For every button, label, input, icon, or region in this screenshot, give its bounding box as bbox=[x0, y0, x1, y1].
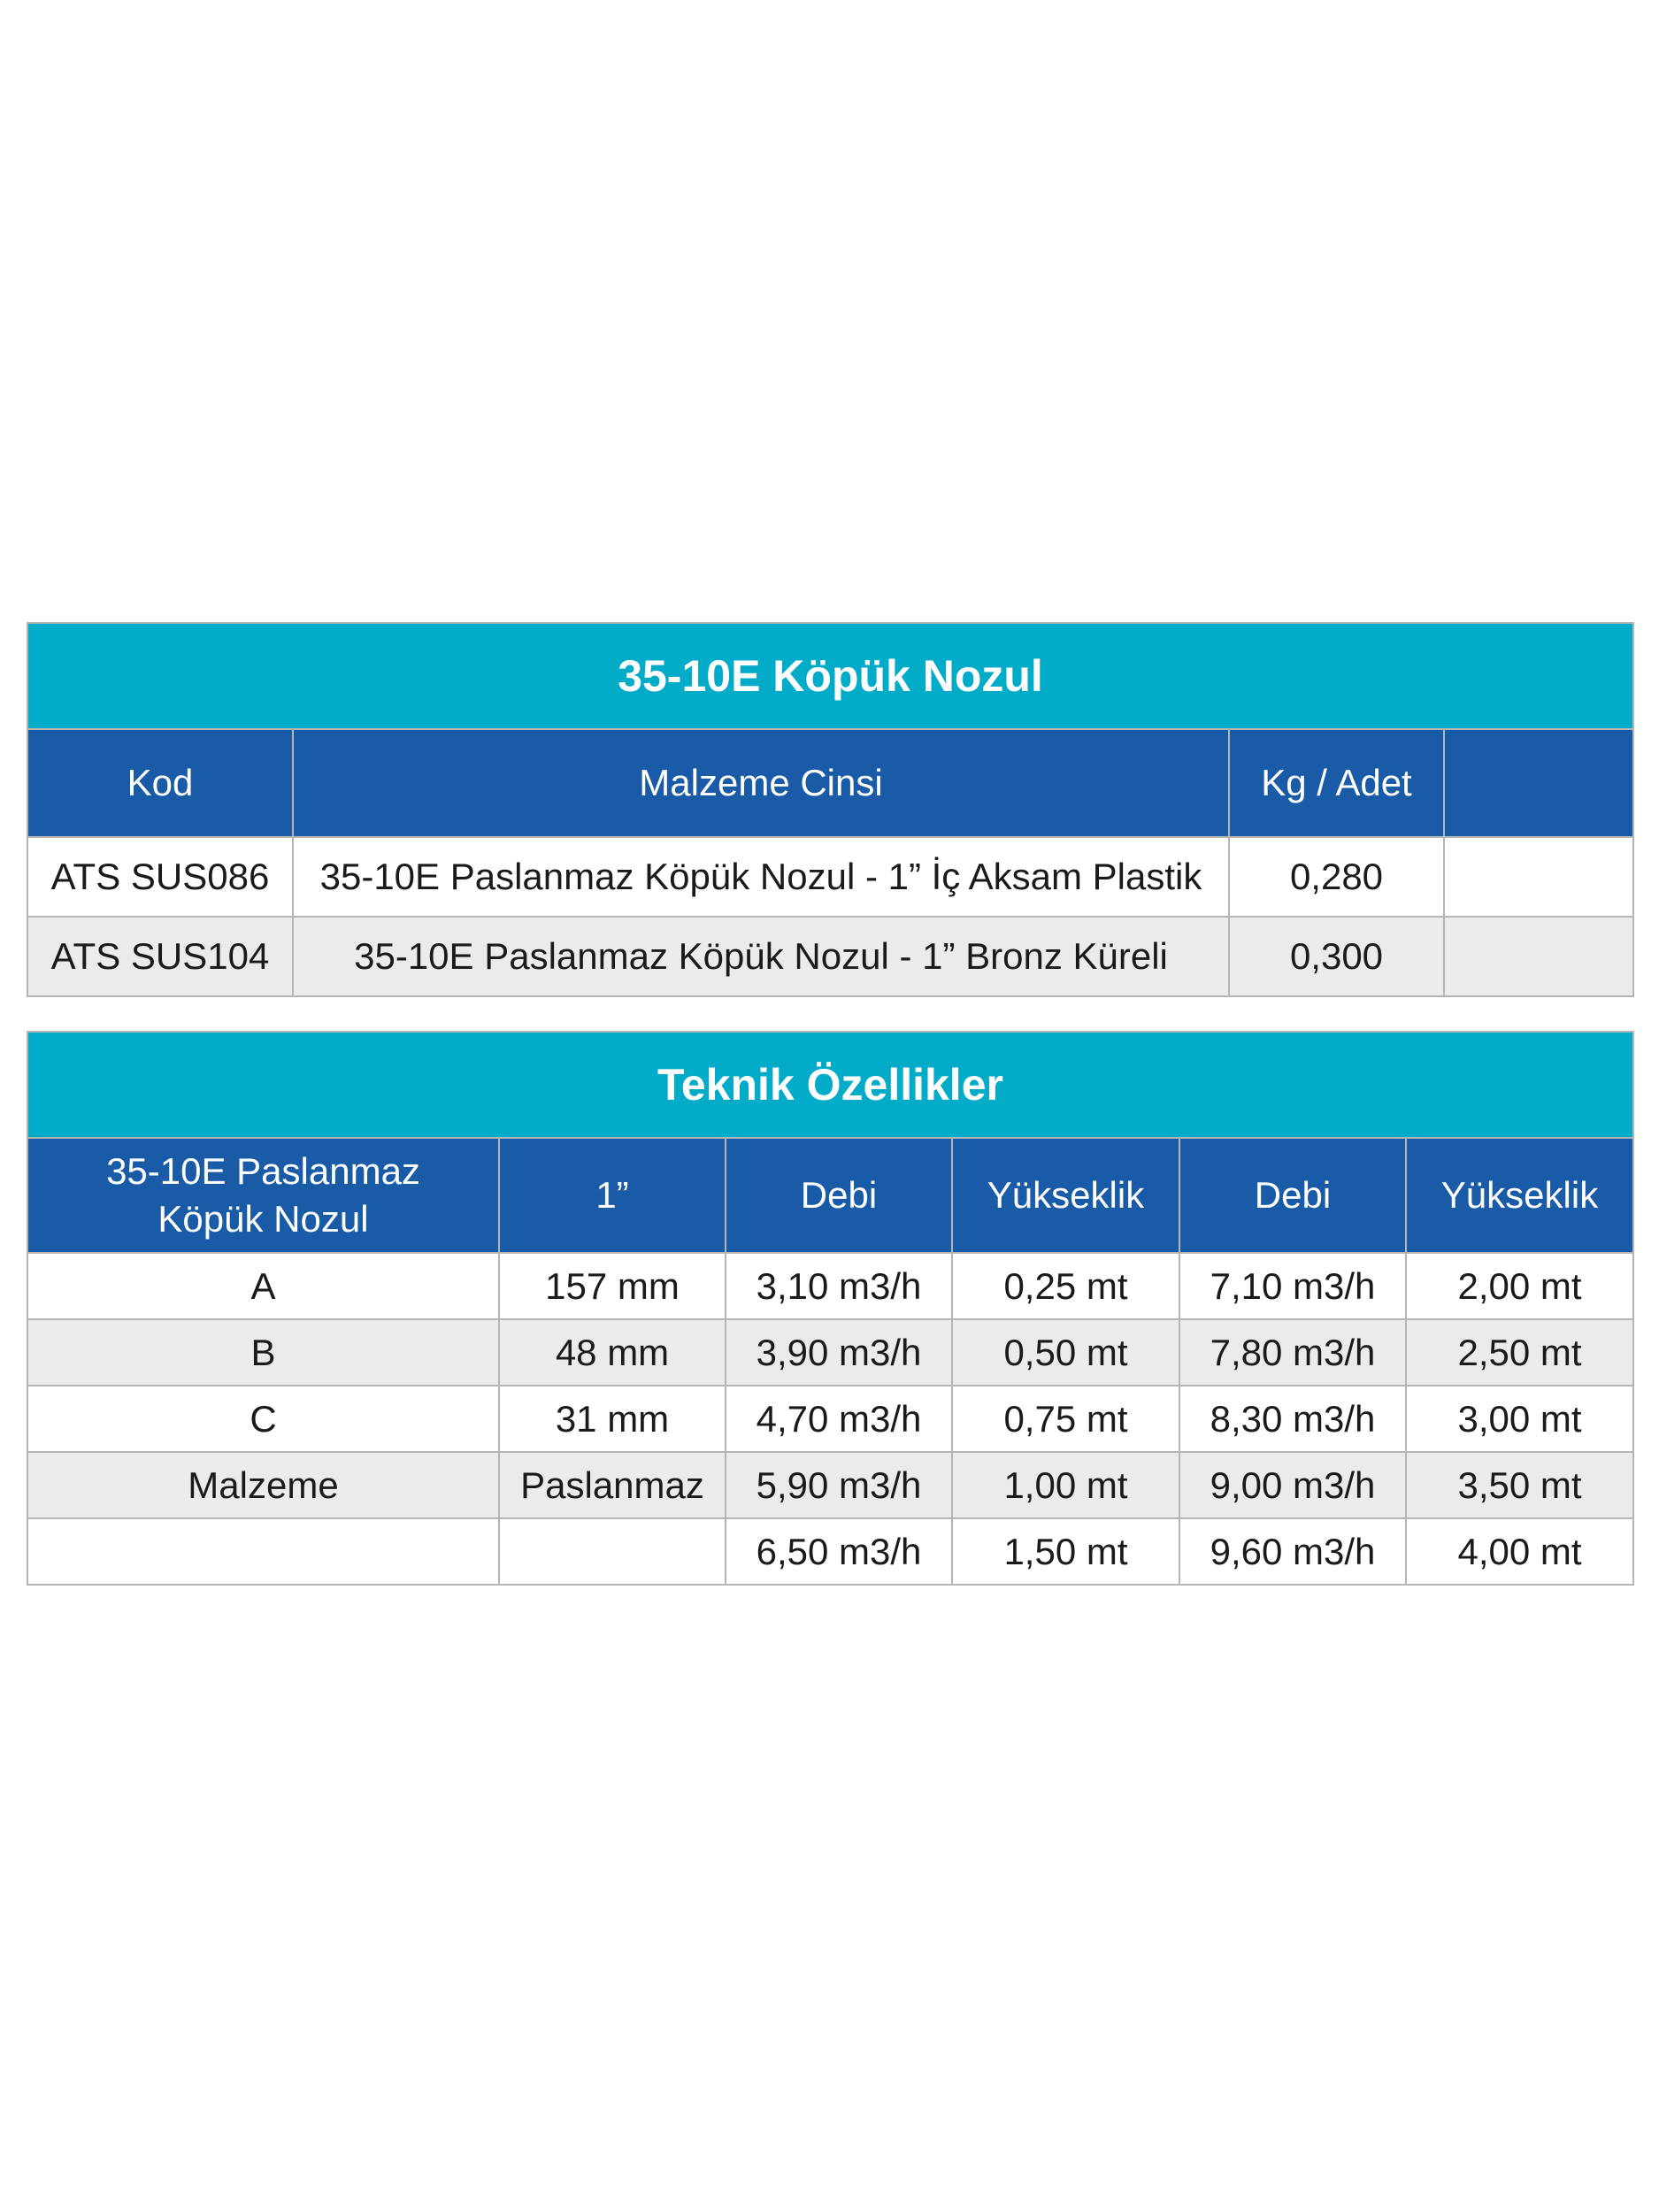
products-table bbox=[27, 622, 1634, 997]
column-header-yukseklik-2: Yükseklik bbox=[1406, 1138, 1633, 1253]
table-row bbox=[27, 917, 1633, 996]
table-row bbox=[27, 837, 1633, 917]
product-code-cell: ATS SUS086 bbox=[27, 837, 293, 917]
flow-rate-cell: 7,10 m3/h bbox=[1179, 1253, 1406, 1319]
products-table-title: 35-10E Köpük Nozul bbox=[27, 623, 1633, 729]
product-material-cell: 35-10E Paslanmaz Köpük Nozul - 1” İç Aksam Plastik bbox=[293, 837, 1229, 917]
dimension-value-cell: 48 mm bbox=[499, 1319, 726, 1386]
dimension-label-cell: C bbox=[27, 1386, 499, 1452]
height-cell: 3,50 mt bbox=[1406, 1452, 1633, 1518]
height-cell: 2,50 mt bbox=[1406, 1319, 1633, 1386]
flow-rate-cell: 3,10 m3/h bbox=[726, 1253, 952, 1319]
table-row bbox=[27, 1253, 1633, 1319]
dimension-value-cell: 157 mm bbox=[499, 1253, 726, 1319]
product-material-cell: 35-10E Paslanmaz Köpük Nozul - 1” Bronz Küreli bbox=[293, 917, 1229, 996]
table-row bbox=[27, 1518, 1633, 1585]
dimension-label-cell: B bbox=[27, 1319, 499, 1386]
flow-rate-cell: 5,90 m3/h bbox=[726, 1452, 952, 1518]
column-header-kod: Kod bbox=[27, 729, 293, 837]
column-header-debi-1: Debi bbox=[726, 1138, 952, 1253]
flow-rate-cell: 4,70 m3/h bbox=[726, 1386, 952, 1452]
empty-cell bbox=[27, 1518, 499, 1585]
product-extra-cell bbox=[1444, 917, 1633, 996]
column-header-empty bbox=[1444, 729, 1633, 837]
height-cell: 3,00 mt bbox=[1406, 1386, 1633, 1452]
height-cell: 1,50 mt bbox=[952, 1518, 1179, 1585]
tech-specs-title: Teknik Özellikler bbox=[27, 1032, 1633, 1138]
table-row bbox=[27, 1452, 1633, 1518]
flow-rate-cell: 7,80 m3/h bbox=[1179, 1319, 1406, 1386]
height-cell: 0,75 mt bbox=[952, 1386, 1179, 1452]
flow-rate-cell: 9,60 m3/h bbox=[1179, 1518, 1406, 1585]
products-table-block bbox=[27, 622, 1632, 997]
height-cell: 1,00 mt bbox=[952, 1452, 1179, 1518]
height-cell: 4,00 mt bbox=[1406, 1518, 1633, 1585]
tech-specs-block bbox=[27, 1031, 1632, 1586]
product-weight-cell: 0,280 bbox=[1229, 837, 1444, 917]
height-cell: 2,00 mt bbox=[1406, 1253, 1633, 1319]
flow-rate-cell: 9,00 m3/h bbox=[1179, 1452, 1406, 1518]
column-header-malzeme-cinsi: Malzeme Cinsi bbox=[293, 729, 1229, 837]
column-header-yukseklik-1: Yükseklik bbox=[952, 1138, 1179, 1253]
product-weight-cell: 0,300 bbox=[1229, 917, 1444, 996]
product-code-cell: ATS SUS104 bbox=[27, 917, 293, 996]
material-value-cell: Paslanmaz bbox=[499, 1452, 726, 1518]
flow-rate-cell: 8,30 m3/h bbox=[1179, 1386, 1406, 1452]
dimension-value-cell: 31 mm bbox=[499, 1386, 726, 1452]
flow-rate-cell: 6,50 m3/h bbox=[726, 1518, 952, 1585]
dimension-label-cell: A bbox=[27, 1253, 499, 1319]
column-header-debi-2: Debi bbox=[1179, 1138, 1406, 1253]
column-header-kg-adet: Kg / Adet bbox=[1229, 729, 1444, 837]
column-header-size: 1” bbox=[499, 1138, 726, 1253]
height-cell: 0,50 mt bbox=[952, 1319, 1179, 1386]
column-header-model: 35-10E Paslanmaz Köpük Nozul bbox=[27, 1138, 499, 1253]
material-label-cell: Malzeme bbox=[27, 1452, 499, 1518]
table-row bbox=[27, 1319, 1633, 1386]
table-row bbox=[27, 1386, 1633, 1452]
height-cell: 0,25 mt bbox=[952, 1253, 1179, 1319]
product-extra-cell bbox=[1444, 837, 1633, 917]
tech-specs-table bbox=[27, 1031, 1634, 1586]
flow-rate-cell: 3,90 m3/h bbox=[726, 1319, 952, 1386]
empty-cell bbox=[499, 1518, 726, 1585]
